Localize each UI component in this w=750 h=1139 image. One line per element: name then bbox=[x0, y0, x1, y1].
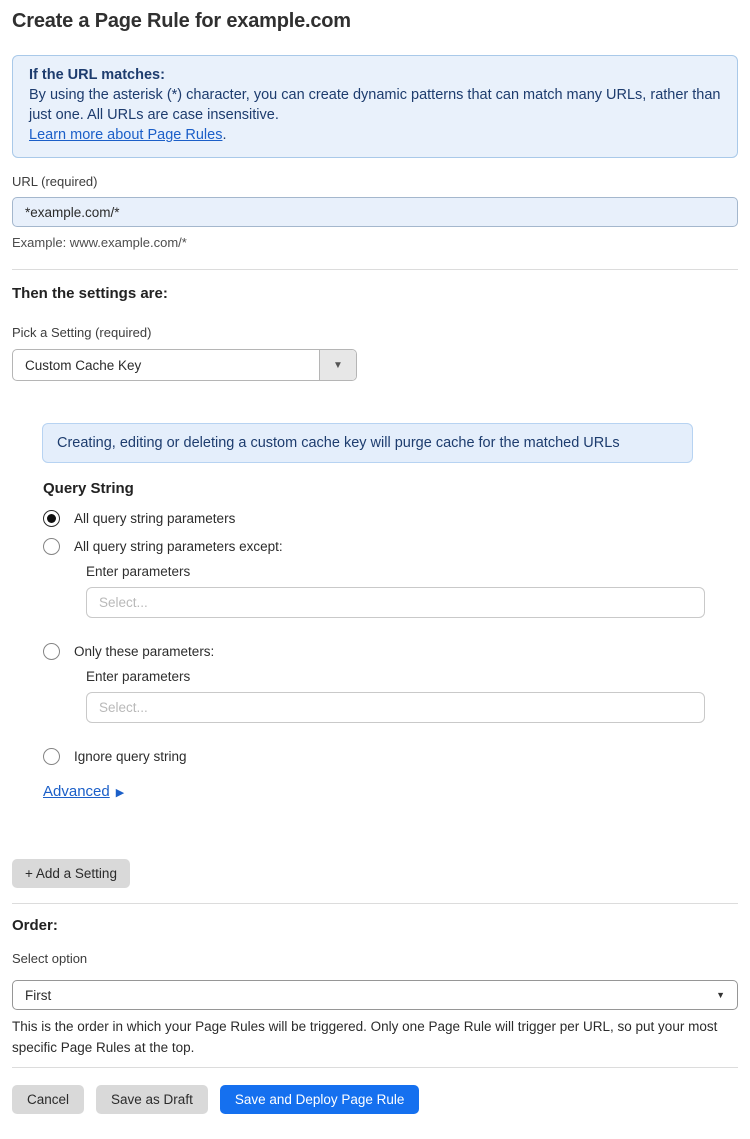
order-select-value: First bbox=[25, 987, 52, 1003]
url-label: URL (required) bbox=[12, 174, 98, 189]
footer-actions bbox=[12, 1085, 738, 1114]
link-suffix: . bbox=[222, 127, 227, 143]
advanced-toggle[interactable] bbox=[43, 783, 738, 802]
radio-icon[interactable] bbox=[43, 748, 60, 765]
url-input[interactable] bbox=[12, 197, 738, 227]
advanced-link[interactable]: Advanced bbox=[43, 783, 110, 800]
create-page-rule-form bbox=[0, 9, 750, 1114]
learn-more-link[interactable]: Learn more about Page Rules bbox=[29, 127, 223, 143]
radio-label: All query string parameters bbox=[74, 511, 236, 526]
chevron-down-icon: ▼ bbox=[716, 990, 725, 1000]
enter-parameters-label: Enter parameters bbox=[86, 564, 191, 579]
order-select-label: Select option bbox=[12, 951, 88, 966]
chevron-down-icon[interactable]: ▼ bbox=[319, 350, 356, 380]
enter-parameters-label: Enter parameters bbox=[86, 669, 191, 684]
page-title: Create a Page Rule for example.com bbox=[12, 10, 351, 32]
order-help-text: This is the order in which your Page Rules will be triggered. Only one Page Rule will trigger per URL, so put your most specific Page Rules at the top. bbox=[12, 1019, 718, 1055]
order-heading: Order: bbox=[12, 917, 58, 934]
setting-select[interactable] bbox=[12, 349, 357, 381]
only-params-group bbox=[86, 669, 738, 723]
radio-icon[interactable] bbox=[43, 643, 60, 660]
pick-setting-label: Pick a Setting (required) bbox=[12, 325, 152, 340]
cancel-button[interactable]: Cancel bbox=[12, 1085, 84, 1114]
divider bbox=[12, 903, 738, 904]
except-params-input[interactable] bbox=[86, 587, 705, 618]
radio-only-these-params[interactable] bbox=[43, 643, 738, 660]
divider bbox=[12, 1067, 738, 1068]
divider bbox=[12, 269, 738, 270]
info-box-body: By using the asterisk (*) character, you can create dynamic patterns that can match many URLs, rather than just one. All URLs are case insensitive. bbox=[29, 87, 721, 123]
save-draft-button[interactable]: Save as Draft bbox=[96, 1085, 208, 1114]
save-deploy-button[interactable]: Save and Deploy Page Rule bbox=[220, 1085, 420, 1114]
info-box-link-line bbox=[29, 125, 721, 145]
settings-heading: Then the settings are: bbox=[12, 285, 168, 302]
url-match-info-box bbox=[12, 55, 738, 158]
cache-purge-notice: Creating, editing or deleting a custom cache key will purge cache for the matched URLs bbox=[42, 423, 693, 463]
order-select[interactable] bbox=[12, 980, 738, 1010]
triangle-right-icon: ▶ bbox=[115, 787, 125, 799]
info-box-heading: If the URL matches: bbox=[29, 67, 165, 83]
only-params-input[interactable] bbox=[86, 692, 705, 723]
add-setting-button[interactable]: + Add a Setting bbox=[12, 859, 130, 888]
radio-label: Ignore query string bbox=[74, 749, 187, 764]
setting-select-value: Custom Cache Key bbox=[25, 357, 142, 373]
radio-ignore-query-string[interactable] bbox=[43, 748, 738, 765]
radio-all-query-params[interactable] bbox=[43, 510, 738, 527]
radio-all-params-except[interactable] bbox=[43, 538, 738, 555]
radio-icon[interactable] bbox=[43, 538, 60, 555]
except-params-group bbox=[86, 564, 738, 618]
radio-label: Only these parameters: bbox=[74, 644, 215, 659]
radio-label: All query string parameters except: bbox=[74, 539, 283, 554]
url-example-hint: Example: www.example.com/* bbox=[12, 235, 187, 250]
query-string-heading: Query String bbox=[43, 480, 134, 497]
radio-selected-icon[interactable] bbox=[43, 510, 60, 527]
